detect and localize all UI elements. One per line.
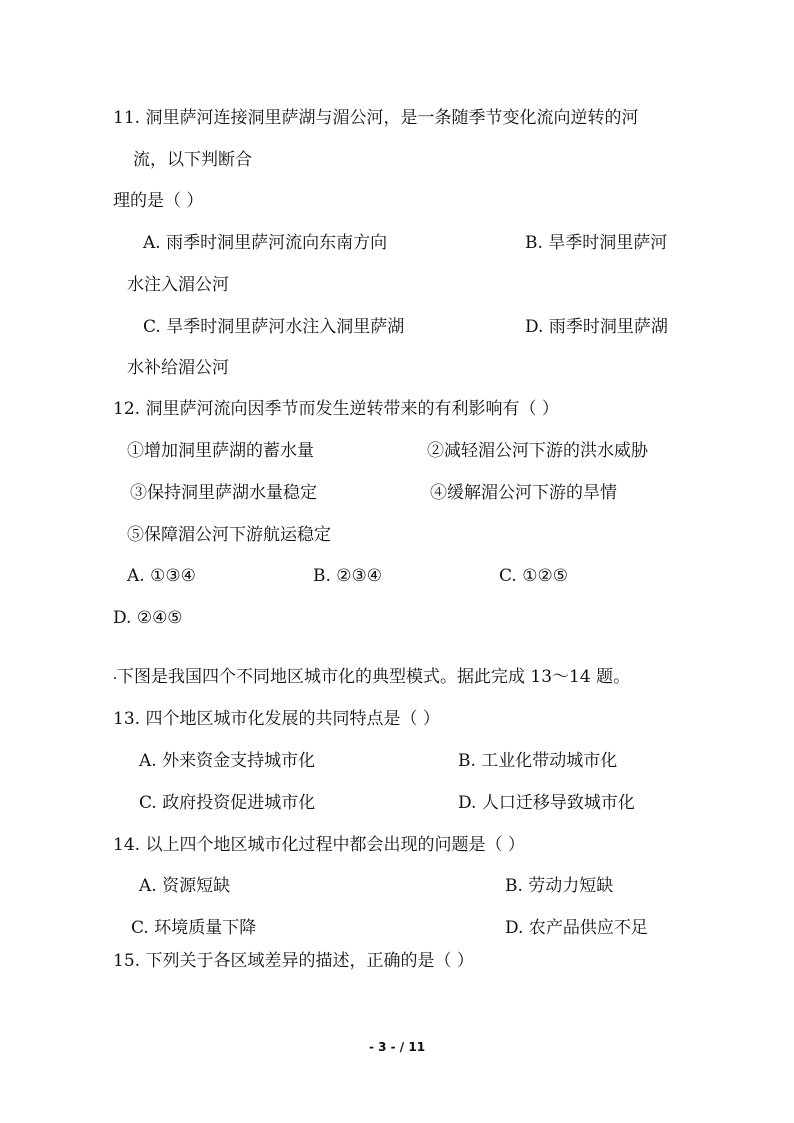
q12-item-3: ③保持洞里萨湖水量稳定 <box>130 483 317 503</box>
q14-stem: 14. 以上四个地区城市化过程中都会出现的问题是（ ） <box>113 835 525 855</box>
q12-option-a: A. ①③④ <box>127 566 196 586</box>
q11-option-b: B. 旱季时洞里萨河 <box>525 233 668 253</box>
q12-item-1: ①增加洞里萨湖的蓄水量 <box>127 441 314 461</box>
q11-option-b-continued: 水注入湄公河 <box>127 275 229 295</box>
q11-option-d-continued: 水补给湄公河 <box>127 358 229 378</box>
q11-stem-line2: 流，以下判断合 <box>133 150 252 170</box>
q12-stem: 12. 洞里萨河流向因季节而发生逆转带来的有利影响有（ ） <box>113 399 559 419</box>
q12-option-c: C. ①②⑤ <box>499 566 568 586</box>
q12-item-4: ④缓解湄公河下游的旱情 <box>430 483 617 503</box>
q13-option-d: D. 人口迁移导致城市化 <box>458 793 635 813</box>
q12-item-5: ⑤保障湄公河下游航运稳定 <box>127 525 331 545</box>
q12-option-d: D. ②④⑤ <box>113 608 183 628</box>
q12-item-2: ②减轻湄公河下游的洪水威胁 <box>427 441 648 461</box>
q14-option-d: D. 农产品供应不足 <box>505 918 648 938</box>
q13-option-b: B. 工业化带动城市化 <box>458 751 618 771</box>
q13-stem: 13. 四个地区城市化发展的共同特点是（ ） <box>113 709 440 729</box>
stray-dot-mark <box>114 677 116 679</box>
q13-option-c: C. 政府投资促进城市化 <box>139 793 316 813</box>
q14-option-b: B. 劳动力短缺 <box>505 876 614 896</box>
q14-option-c: C. 环境质量下降 <box>131 918 257 938</box>
page-number-footer: - 3 - / 11 <box>368 1040 426 1054</box>
q11-option-d: D. 雨季时洞里萨湖 <box>525 317 668 337</box>
q13-option-a: A. 外来资金支持城市化 <box>139 751 316 771</box>
section-intro: 下图是我国四个不同地区城市化的典型模式。据此完成 13～14 题。 <box>117 667 631 687</box>
q14-option-a: A. 资源短缺 <box>139 876 231 896</box>
q15-stem: 15. 下列关于各区域差异的描述，正确的是（ ） <box>113 951 474 971</box>
q11-option-c: C. 旱季时洞里萨河水注入洞里萨湖 <box>143 317 405 337</box>
q12-option-b: B. ②③④ <box>313 566 383 586</box>
q11-stem-line3: 理的是（ ） <box>113 191 204 211</box>
q11-option-a: A. 雨季时洞里萨河流向东南方向 <box>143 233 388 253</box>
q11-stem-line1: 11. 洞里萨河连接洞里萨湖与湄公河，是一条随季节变化流向逆转的河 <box>113 108 639 128</box>
